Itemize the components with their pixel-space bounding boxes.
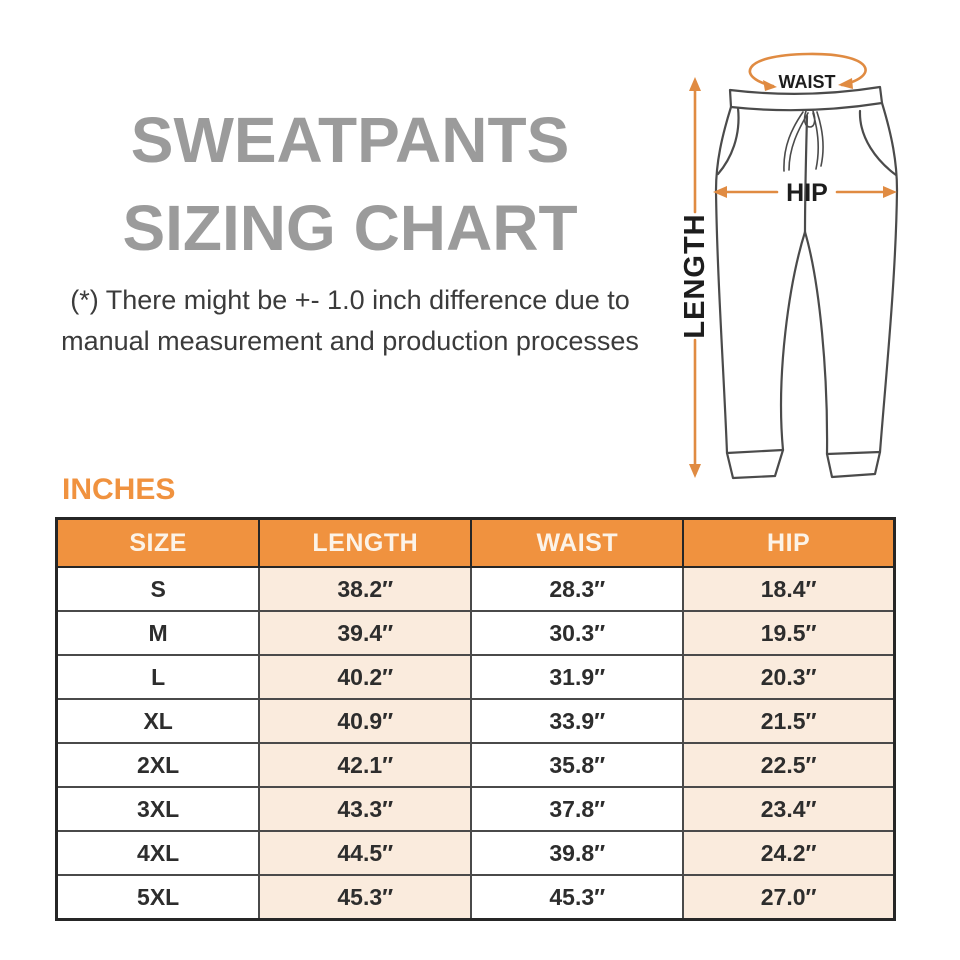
table-row	[57, 567, 895, 611]
cell-hip: 27.0″	[683, 875, 894, 920]
header-length: LENGTH	[259, 519, 471, 568]
waist-arrow	[750, 54, 866, 92]
size-table-body	[57, 567, 895, 920]
cell-size: 5XL	[57, 875, 260, 920]
waist-label: WAIST	[778, 72, 836, 92]
right-pocket-line	[860, 111, 896, 175]
cell-hip: 21.5″	[683, 699, 894, 743]
table-row	[57, 831, 895, 875]
cell-size: L	[57, 655, 260, 699]
title-line-1: SWEATPANTS	[130, 104, 570, 176]
disclaimer-line-2: manual measurement and production processes	[61, 326, 639, 356]
drawstring	[784, 111, 823, 171]
table-row	[57, 611, 895, 655]
waist-arrowhead-right	[838, 78, 853, 89]
cell-length: 43.3″	[259, 787, 471, 831]
cell-hip: 22.5″	[683, 743, 894, 787]
units-label: INCHES	[62, 473, 176, 506]
disclaimer-note	[30, 280, 670, 362]
cell-hip: 19.5″	[683, 611, 894, 655]
length-arrow	[679, 77, 711, 478]
page-title	[40, 96, 660, 272]
cell-waist: 35.8″	[471, 743, 683, 787]
cell-length: 40.2″	[259, 655, 471, 699]
cell-waist: 28.3″	[471, 567, 683, 611]
cell-size: S	[57, 567, 260, 611]
cell-waist: 45.3″	[471, 875, 683, 920]
size-table-header	[57, 519, 895, 568]
cell-waist: 31.9″	[471, 655, 683, 699]
sweatpants-illustration	[665, 40, 955, 490]
table-row	[57, 787, 895, 831]
cell-length: 38.2″	[259, 567, 471, 611]
cell-waist: 39.8″	[471, 831, 683, 875]
length-arrowhead-top	[689, 77, 701, 91]
length-arrowhead-bottom	[689, 464, 701, 478]
cell-length: 45.3″	[259, 875, 471, 920]
hip-arrowhead-right	[883, 186, 897, 198]
title-line-2: SIZING CHART	[122, 192, 578, 264]
pants-outline-drawing	[716, 87, 897, 478]
table-row	[57, 875, 895, 920]
length-label: LENGTH	[679, 213, 711, 339]
cell-size: M	[57, 611, 260, 655]
cell-size: 4XL	[57, 831, 260, 875]
hip-label: HIP	[786, 179, 828, 207]
header-hip: HIP	[683, 519, 894, 568]
waist-arrowhead-left	[763, 80, 777, 91]
cell-length: 39.4″	[259, 611, 471, 655]
hip-arrow	[713, 179, 897, 207]
cell-waist: 37.8″	[471, 787, 683, 831]
cell-length: 40.9″	[259, 699, 471, 743]
cell-hip: 20.3″	[683, 655, 894, 699]
cell-size: 3XL	[57, 787, 260, 831]
disclaimer-line-1: (*) There might be +- 1.0 inch difference due to	[70, 285, 630, 315]
header-waist: WAIST	[471, 519, 683, 568]
cell-size: XL	[57, 699, 260, 743]
cell-waist: 30.3″	[471, 611, 683, 655]
cell-waist: 33.9″	[471, 699, 683, 743]
header-size: SIZE	[57, 519, 260, 568]
cell-length: 44.5″	[259, 831, 471, 875]
cell-hip: 18.4″	[683, 567, 894, 611]
cell-hip: 24.2″	[683, 831, 894, 875]
cell-size: 2XL	[57, 743, 260, 787]
cell-hip: 23.4″	[683, 787, 894, 831]
table-row	[57, 743, 895, 787]
cell-length: 42.1″	[259, 743, 471, 787]
table-row	[57, 699, 895, 743]
size-table	[55, 517, 896, 921]
table-row	[57, 655, 895, 699]
